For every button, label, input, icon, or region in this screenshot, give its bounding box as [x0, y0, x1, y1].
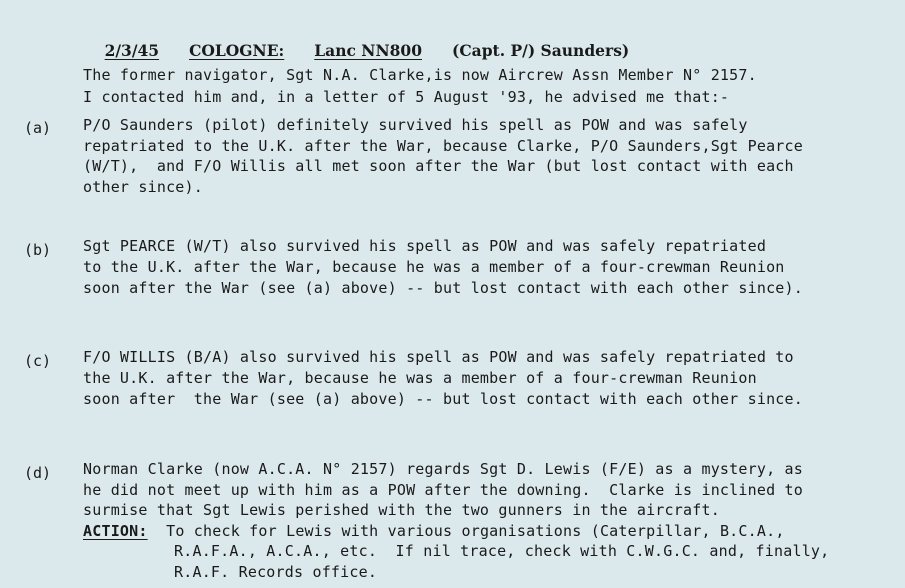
- item-a-line-3: (W/T), and F/O Willis all met soon after the War (but lost contact with each: [83, 157, 794, 175]
- item-b-line-3: soon after the War (see (a) above) -- but lost contact with each other since).: [83, 279, 803, 297]
- item-a-marker: (a): [24, 119, 52, 137]
- intro-line-1: The former navigator, Sgt N.A. Clarke,is now Aircrew Assn Member N° 2157.: [83, 66, 757, 84]
- heading-aircraft: Lanc NN800: [314, 41, 422, 60]
- item-c-line-3: soon after the War (see (a) above) -- but lost contact with each other since.: [83, 390, 803, 408]
- intro-line-2: I contacted him and, in a letter of 5 August '93, he advised me that:-: [83, 88, 730, 106]
- item-d-line-3: surmise that Sgt Lewis perished with the two gunners in the aircraft.: [83, 501, 720, 519]
- item-a-line-1: P/O Saunders (pilot) definitely survived his spell as POW and was safely: [83, 116, 748, 134]
- item-c-marker: (c): [24, 352, 52, 370]
- action-line-3: R.A.F. Records office.: [174, 563, 378, 581]
- item-d-action-row: [83, 522, 785, 540]
- item-b-line-2: to the U.K. after the War, because he was a member of a four-crewman Reunion: [83, 258, 785, 276]
- item-a-line-2: repatriated to the U.K. after the War, because Clarke, P/O Saunders,Sgt Pearce: [83, 137, 803, 155]
- item-d-marker: (d): [24, 464, 52, 482]
- heading-captain: (Capt. P/) Saunders): [452, 41, 630, 60]
- action-line-2: R.A.F.A., A.C.A., etc. If nil trace, check with C.W.G.C. and, finally,: [174, 542, 830, 560]
- heading-date: 2/3/45: [104, 41, 160, 60]
- item-d-line-2: he did not meet up with him as a POW after the downing. Clarke is inclined to: [83, 481, 803, 499]
- item-b-marker: (b): [24, 241, 52, 259]
- action-label: ACTION:: [83, 522, 148, 540]
- item-c-line-1: F/O WILLIS (B/A) also survived his spell as POW and was safely repatriated to: [83, 348, 794, 366]
- action-line-1: To check for Lewis with various organisations (Caterpillar, B.C.A.,: [166, 522, 785, 540]
- item-b-line-1: Sgt PEARCE (W/T) also survived his spell as POW and was safely repatriated: [83, 237, 767, 255]
- item-c-line-2: the U.K. after the War, because he was a member of a four-crewman Reunion: [83, 369, 757, 387]
- item-a-line-4: other since).: [83, 178, 203, 196]
- heading-target: COLOGNE:: [189, 41, 285, 60]
- item-d-line-1: Norman Clarke (now A.C.A. N° 2157) regards Sgt D. Lewis (F/E) as a mystery, as: [83, 460, 803, 478]
